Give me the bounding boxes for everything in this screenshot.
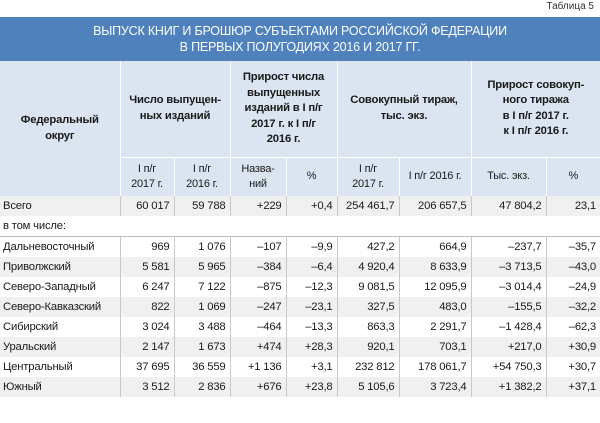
subheader-circulation-2017	[337, 157, 399, 196]
row-name: Южный	[0, 377, 120, 397]
subheader-editions-percent	[286, 157, 337, 196]
cell-value: –384	[230, 257, 286, 277]
header-growth-circulation-line: ного тиража	[502, 94, 569, 107]
cell-value: 2 291,7	[399, 317, 471, 337]
header-growth-circulation-line: Прирост совокуп-	[487, 78, 585, 91]
cell-value: 3 512	[120, 377, 174, 397]
cell-value: 2 836	[174, 377, 230, 397]
header-growth-editions-line: выпущенных	[246, 86, 321, 99]
cell-value: +229	[230, 196, 286, 216]
header-district-line: округ	[45, 129, 75, 142]
cell-value: +54 750,3	[471, 357, 546, 377]
subheader-line: 2016 г.	[186, 177, 218, 190]
cell-value: 36 559	[174, 357, 230, 377]
cell-value: –6,4	[286, 257, 337, 277]
cell-value: 3 488	[174, 317, 230, 337]
cell-value: –464	[230, 317, 286, 337]
cell-value: 5 581	[120, 257, 174, 277]
table-caption: Таблица 5	[546, 1, 594, 12]
subheader-line: I п/г	[358, 162, 378, 175]
cell-value: +217,0	[471, 337, 546, 357]
cell-value: 8 633,9	[399, 257, 471, 277]
cell-value: +0,4	[286, 196, 337, 216]
row-name: Северо-Кавказский	[0, 297, 120, 317]
cell-value: +1 136	[230, 357, 286, 377]
header-growth-circulation-line: к I п/г 2016 г.	[503, 125, 569, 138]
table-title-line-2: В ПЕРВЫХ ПОЛУГОДИЯХ 2016 И 2017 ГГ.	[179, 40, 421, 54]
row-name: Приволжский	[0, 257, 120, 277]
cell-value: 920,1	[337, 337, 399, 357]
subheader-line: %	[306, 170, 317, 183]
table-row	[0, 337, 600, 357]
row-name: Всего	[0, 196, 120, 216]
cell-value: –35,7	[546, 237, 600, 258]
header-editions-line: ных изданий	[139, 109, 211, 122]
subheader-line: I п/г	[137, 162, 157, 175]
row-name: Дальневосточный	[3, 241, 95, 253]
subheader-editions-2016	[174, 157, 230, 196]
cell-value: +676	[230, 377, 286, 397]
table-row	[0, 277, 600, 297]
cell-value: 178 061,7	[399, 357, 471, 377]
cell-value: 3 024	[120, 317, 174, 337]
cell-value: –3 713,5	[471, 257, 546, 277]
cell-value: 5 105,6	[337, 377, 399, 397]
cell-value: 6 247	[120, 277, 174, 297]
cell-value: 9 081,5	[337, 277, 399, 297]
table-row-total	[0, 196, 600, 216]
cell-value: +37,1	[546, 377, 600, 397]
table-row	[0, 317, 600, 337]
subheader-line: 2017 г.	[352, 177, 384, 190]
cell-value: –12,3	[286, 277, 337, 297]
table-row	[0, 377, 600, 397]
cell-value: 60 017	[120, 196, 174, 216]
cell-value: –1 428,4	[471, 317, 546, 337]
cell-value: 427,2	[337, 237, 399, 258]
subheader-line: I п/г 2016 г.	[408, 170, 462, 183]
table-row	[0, 237, 600, 258]
cell-value: 703,1	[399, 337, 471, 357]
cell-value: 206 657,5	[399, 196, 471, 216]
cell-value: +30,7	[546, 357, 600, 377]
cell-value: –23,1	[286, 297, 337, 317]
table-title	[0, 17, 600, 61]
header-growth-editions-line: Прирост числа	[242, 71, 325, 83]
cell-value: 12 095,9	[399, 277, 471, 297]
header-growth-circulation-line: в I п/г 2017 г.	[502, 109, 569, 122]
cell-value: 863,3	[337, 317, 399, 337]
header-growth-editions	[230, 61, 337, 157]
table-row	[0, 357, 600, 377]
subheader-circulation-percent	[546, 157, 600, 196]
cell-value: 7 122	[174, 277, 230, 297]
cell-value: –155,5	[471, 297, 546, 317]
cell-value: –237,7	[471, 237, 546, 258]
cell-value: 2 147	[120, 337, 174, 357]
table-row-section	[0, 216, 600, 237]
cell-value: –13,3	[286, 317, 337, 337]
subheader-line: Тыс. экз.	[487, 170, 530, 183]
cell-value: 37 695	[120, 357, 174, 377]
subheader-line: Назва-	[241, 162, 275, 175]
cell-value: –32,2	[546, 297, 600, 317]
cell-value: –9,9	[286, 237, 337, 258]
header-editions	[120, 61, 230, 157]
row-name: Северо-Западный	[3, 281, 96, 293]
header-editions-line: Число выпущен-	[129, 94, 221, 107]
table-row	[0, 257, 600, 277]
cell-value: 3 723,4	[399, 377, 471, 397]
publications-table	[0, 17, 600, 397]
row-name: Уральский	[0, 337, 120, 357]
cell-value: 4 920,4	[337, 257, 399, 277]
cell-value: +474	[230, 337, 286, 357]
header-district-line: Федеральный	[20, 114, 99, 126]
cell-value: 254 461,7	[337, 196, 399, 216]
cell-value: –247	[230, 297, 286, 317]
cell-value: +28,3	[286, 337, 337, 357]
subheader-editions-2017	[120, 157, 174, 196]
subheader-titles	[230, 157, 286, 196]
table-title-line-1: ВЫПУСК КНИГ И БРОШЮР СУБЪЕКТАМИ РОССИЙСКОЙ ФЕДЕРАЦИИ	[93, 24, 507, 38]
cell-value: +23,8	[286, 377, 337, 397]
subheader-line: ний	[249, 177, 267, 190]
cell-value: 327,5	[337, 297, 399, 317]
cell-value: +30,9	[546, 337, 600, 357]
cell-value: –875	[230, 277, 286, 297]
subheader-circulation-2016	[399, 157, 471, 196]
section-label: в том числе:	[0, 216, 600, 237]
cell-value: 664,9	[399, 237, 471, 258]
header-growth-editions-line: 2016 г.	[266, 133, 301, 145]
header-circulation-line: тыс. экз.	[380, 109, 428, 122]
header-circulation	[337, 61, 471, 157]
cell-value: 23,1	[546, 196, 600, 216]
header-growth-editions-line: 2017 г. к I п/г	[251, 117, 316, 130]
cell-value: –3 014,4	[471, 277, 546, 297]
table-row	[0, 297, 600, 317]
header-circulation-line: Совокупный тираж,	[350, 94, 458, 107]
header-growth-circulation	[471, 61, 600, 157]
cell-value: 969	[120, 237, 174, 258]
cell-value: +1 382,2	[471, 377, 546, 397]
cell-value: –107	[230, 237, 286, 258]
cell-value: 232 812	[337, 357, 399, 377]
cell-value: 822	[120, 297, 174, 317]
cell-value: 1 076	[174, 237, 230, 258]
header-growth-editions-line: изданий в I п/г	[244, 102, 323, 114]
row-name: Сибирский	[3, 321, 58, 333]
cell-value: –62,3	[546, 317, 600, 337]
cell-value: –24,9	[546, 277, 600, 297]
subheader-line: %	[568, 170, 579, 183]
subheader-line: 2017 г.	[131, 177, 163, 190]
cell-value: –43,0	[546, 257, 600, 277]
cell-value: 483,0	[399, 297, 471, 317]
cell-value: 1 069	[174, 297, 230, 317]
subheader-thousand-copies	[471, 157, 546, 196]
subheader-line: I п/г	[192, 162, 212, 175]
cell-value: 59 788	[174, 196, 230, 216]
cell-value: 47 804,2	[471, 196, 546, 216]
cell-value: +3,1	[286, 357, 337, 377]
header-district	[0, 61, 120, 196]
cell-value: 5 965	[174, 257, 230, 277]
row-name: Центральный	[3, 361, 73, 373]
cell-value: 1 673	[174, 337, 230, 357]
